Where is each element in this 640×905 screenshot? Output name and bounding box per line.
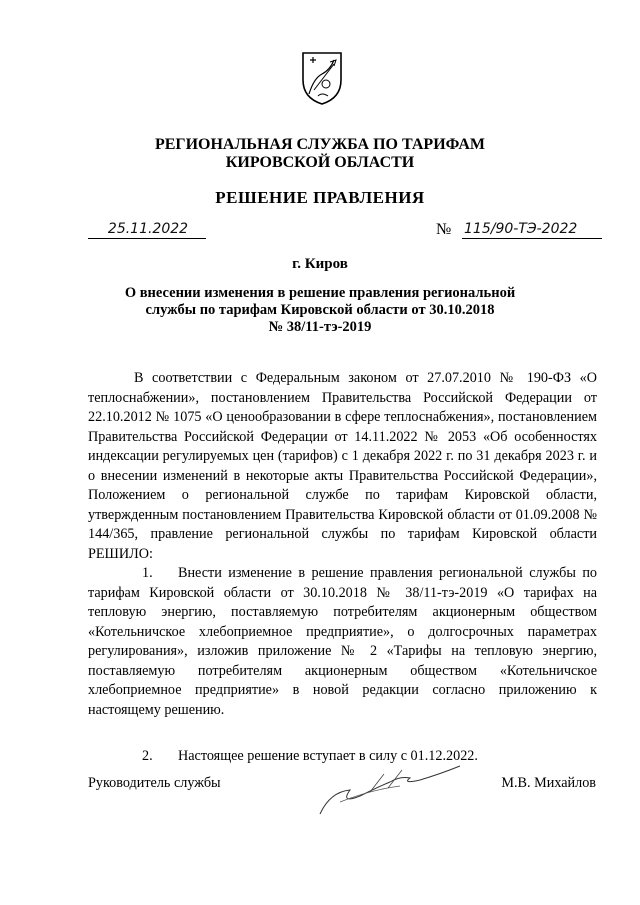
decision-number: 115/90-ТЭ-2022 <box>464 221 578 237</box>
list-item <box>88 564 597 720</box>
organization-line-2: КИРОВСКОЙ ОБЛАСТИ <box>225 154 415 171</box>
handwritten-signature-icon <box>310 752 470 822</box>
document-title-line-2: службы по тарифам Кировской области от 30.10.2018 <box>145 302 495 318</box>
decision-heading: РЕШЕНИЕ ПРАВЛЕНИЯ <box>215 188 425 207</box>
list-item-number: 2. <box>142 748 153 764</box>
signatory-name: М.В. Михайлов <box>501 775 596 791</box>
city: г. Киров <box>292 256 348 272</box>
list-item-text: Настоящее решение вступает в силу с 01.12.2022. <box>178 748 478 764</box>
coat-of-arms-icon <box>300 50 344 106</box>
date-underline <box>88 238 206 239</box>
number-sign: № <box>436 221 452 238</box>
number-underline <box>462 238 602 239</box>
document-title <box>0 285 640 336</box>
signatory-position: Руководитель службы <box>88 775 221 791</box>
document-title-line-1: О внесении изменения в решение правления региональной <box>124 285 516 301</box>
list-item-text: Внести изменение в решение правления региональной службы по тарифам Кировской области от 30.10.2018 № 38/11-тэ-2019 «О тарифах на тепловую энергию, поставляемую потребителям акционерным обществом «Котельничское хлебоприемное предприятие», о долгосрочных параметрах регулирования», изложив приложение № 2 «Тарифы на тепловую энергию, поставляемую потребителям акционерным обществом «Котельничское хлебоприемное предприятие» в новой редакции согласно приложению к настоящему решению. <box>88 565 597 718</box>
list-item-number: 1. <box>142 565 153 581</box>
decision-date: 25.11.2022 <box>107 221 189 237</box>
document-title-line-3: № 38/11-тэ-2019 <box>268 319 372 335</box>
organization-name <box>0 136 640 172</box>
organization-line-1: РЕГИОНАЛЬНАЯ СЛУЖБА ПО ТАРИФАМ <box>154 136 486 153</box>
preamble-paragraph: В соответствии с Федеральным законом от 27.07.2010 № 190-ФЗ «О теплоснабжении», постановлением Правительства Российской Федерации от 22.10.2012 № 1075 «О ценообразовании в сфере теплоснабжения», постановлением Правительства Российской Федерации от 14.11.2022 № 2053 «Об особенностях индексации регулируемых цен (тарифов) с 1 декабря 2022 г. по 31 декабря 2023 г. и о внесении изменений в некоторые акты Правительства Российской Федерации», Положением о региональной службе по тарифам Кировской области, утвержденным постановлением Правительства Кировской области от 01.09.2008 № 144/365, правление региональной службы по тарифам Кировской области РЕШИЛО: <box>88 370 597 562</box>
